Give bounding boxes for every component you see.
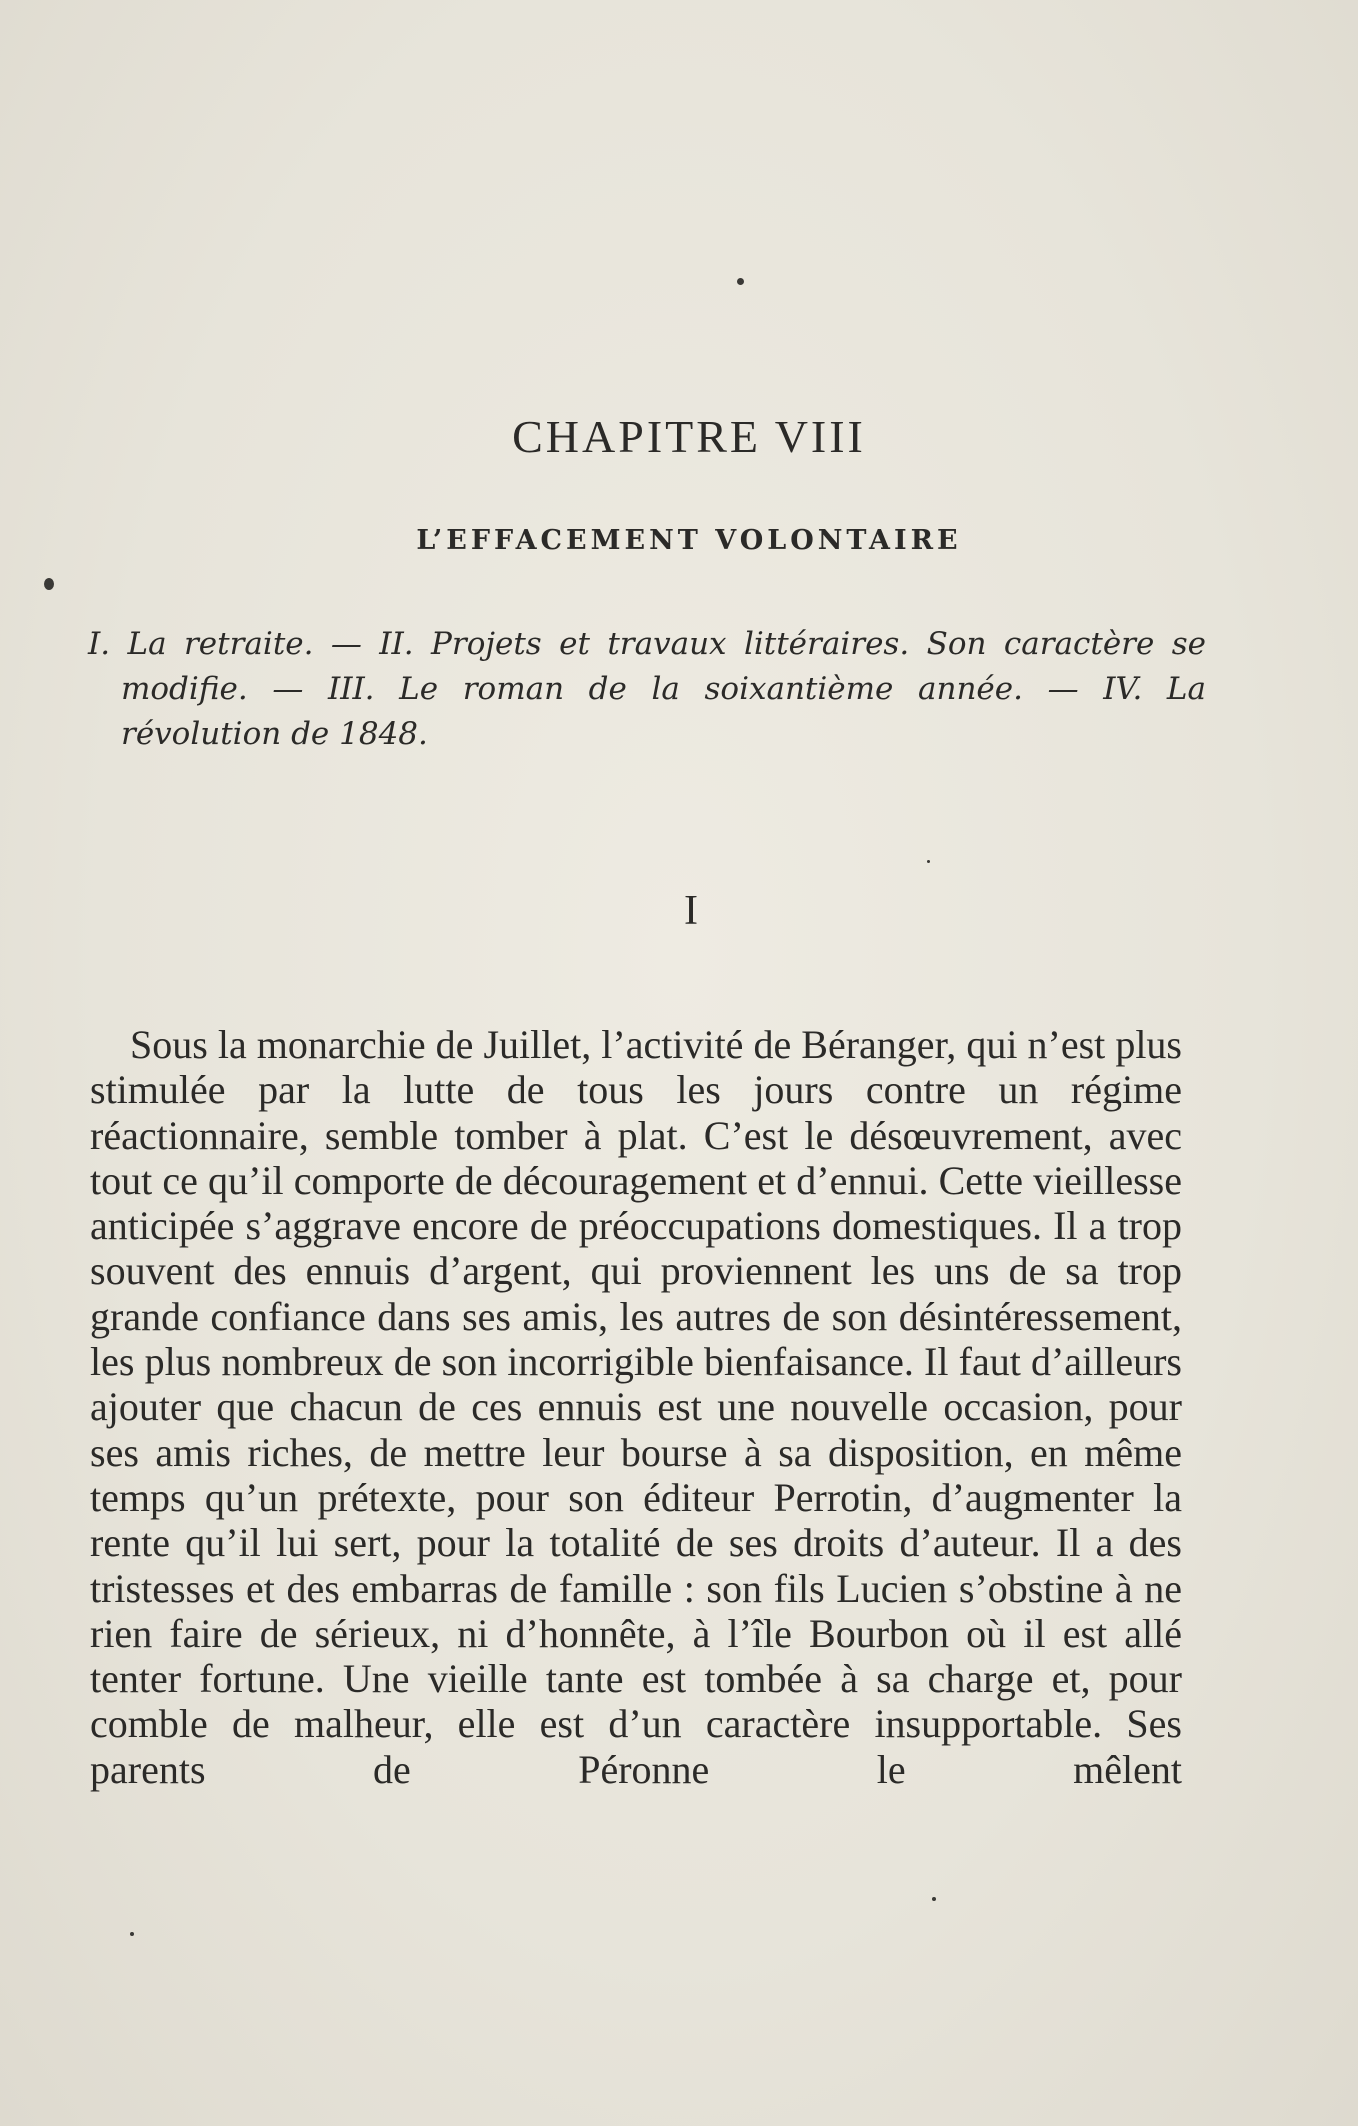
section-numeral: I [684,888,698,934]
ink-speck [737,278,744,285]
chapter-subtitle: L’EFFACEMENT VOLONTAIRE [416,525,962,556]
ink-speck [932,1897,936,1901]
body-paragraph: Sous la monarchie de Juillet, l’activité de Béranger, qui n’est plus stimulée par la lutte de tous les jours contre un régime réactionnaire, semble tomber à plat. C’est le désœuvrement, avec tout ce qu’il comporte de découragement et d’ennui. Cette vieillesse anticipée s’aggrave encore de préoccupations domestiques. Il a trop souvent des ennuis d’argent, qui proviennent les uns de sa trop grande confiance dans ses amis, les autres de son désintéressement, les plus nombreux de son incorrigible bienfaisance. Il faut d’ailleurs ajouter que chacun de ces ennuis est une nouvelle occasion, pour ses amis riches, de mettre leur bourse à sa disposition, en même temps qu’un prétexte, pour son éditeur Perrotin, d’augmenter la rente qu’il lui sert, pour la totalité de ses droits d’auteur. Il a des tristesses et des embarras de famille : son fils Lucien s’obstine à ne rien faire de sérieux, ni d’honnête, à l’île Bourbon où il est allé tenter fortune. Une vieille tante est tombée à sa charge et, pour comble de malheur, elle est d’un caractère insupportable. Ses parents de Péronne le mêlent [90,1022,1182,1792]
ink-speck [130,1932,134,1936]
chapter-title: CHAPITRE VIII [512,411,866,462]
chapter-summary: I. La retraite. — II. Projets et travaux littéraires. Son caractère se modifie. — III. Le roman de la soixantième année. — IV. La révolution de 1848. [88,626,1206,752]
ink-speck [927,860,930,863]
ink-speck [44,578,54,590]
